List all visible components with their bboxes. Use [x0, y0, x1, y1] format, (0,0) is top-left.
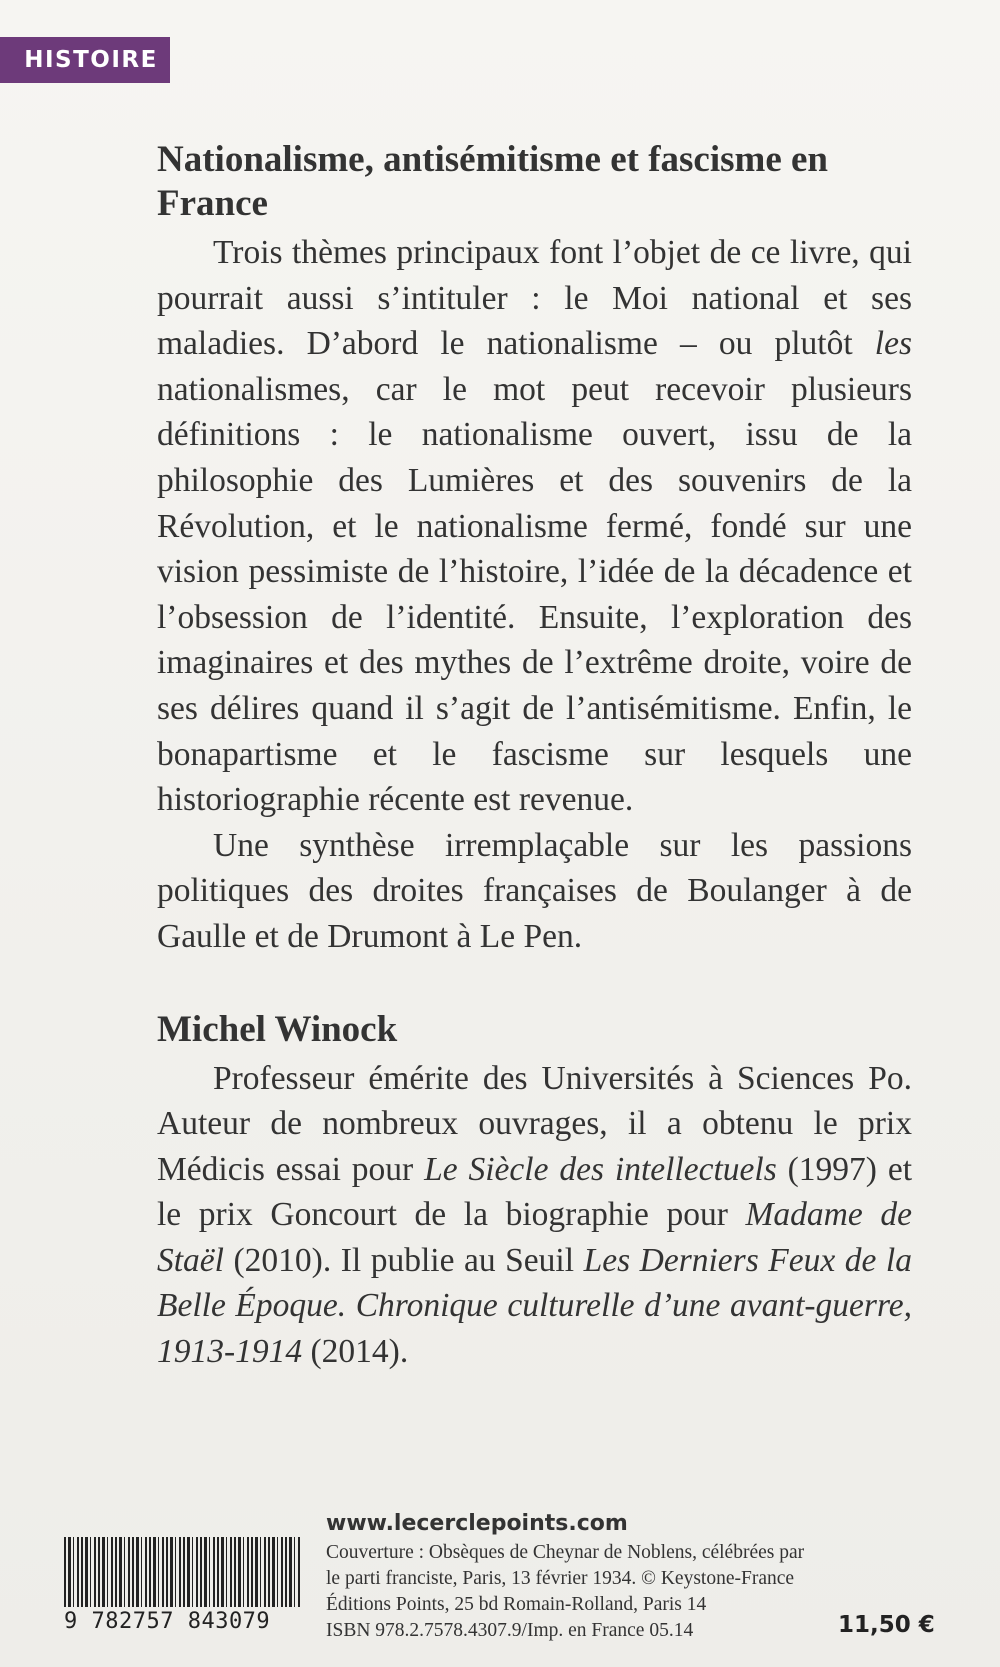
author-name: Michel Winock	[157, 1008, 398, 1050]
bio-text: (2010). Il publie au Seuil	[223, 1241, 584, 1279]
author-section	[157, 1007, 912, 1375]
credits-line: le parti franciste, Paris, 13 février 1934. © Keystone-France	[326, 1568, 795, 1589]
isbn-barcode	[64, 1537, 300, 1637]
cover-credits	[326, 1540, 886, 1644]
main-content	[157, 138, 912, 1375]
description-text: Trois thèmes principaux font l’objet de ce livre, qui pourrait aussi s’intituler : le Moi national et ses maladies. D’abord le nationalisme – ou plutôt	[157, 234, 912, 363]
bio-italic: Le Siècle des intellectuels	[424, 1150, 777, 1188]
bio-text: Professeur émérite des Universités à Sciences Po. Auteur de nombreux ouvrages, il a obtenu le prix Médicis essai pour	[157, 1059, 912, 1188]
credits-line: Couverture : Obsèques de Cheynar de Noblens, célébrées par	[326, 1542, 805, 1563]
description-paragraph-2: Une synthèse irremplaçable sur les passions politiques des droites françaises de Boulanger à de Gaulle et de Drumont à Le Pen.	[157, 826, 912, 955]
author-bio	[157, 1056, 912, 1375]
book-description	[157, 230, 912, 960]
publisher-website: www.lecerclepoints.com	[326, 1511, 628, 1536]
bio-italic: Les Derniers Feux de la Belle Époque. Chronique culturelle d’une avant-guerre, 1913-1914	[157, 1241, 912, 1371]
description-italic: les	[874, 325, 912, 363]
category-tag	[0, 37, 170, 83]
description-paragraph-1	[157, 230, 912, 823]
bio-text: (1997) et le prix Goncourt de la biographie pour	[157, 1150, 913, 1234]
bio-italic: Madame de Staël	[157, 1196, 912, 1279]
book-title: Nationalisme, antisémitisme et fascisme en France	[157, 139, 829, 224]
credits-line: ISBN 978.2.7578.4307.9/Imp. en France 05.14	[326, 1620, 694, 1641]
credits-line: Éditions Points, 25 bd Romain-Rolland, Paris 14	[326, 1594, 707, 1615]
bio-text: (2014).	[302, 1333, 409, 1371]
author-bio-paragraph	[157, 1056, 912, 1375]
category-label: HISTOIRE	[24, 47, 158, 73]
barcode-digits: 9 782757 843079	[64, 1609, 271, 1634]
description-text: nationalismes, car le mot peut recevoir plusieurs définitions : le nationalisme ouvert, issu de la philosophie des Lumières et des souvenirs de la Révolution, et le nationalisme fermé, fondé sur une vision pessimiste de l’histoire, l’idée de la décadence et l’obsession de l’identité. Ensuite, l’exploration des imaginaires et des mythes de l’extrême droite, voire de ses délires quand il s’agit de l’antisémitisme. Enfin, le bonapartisme et le fascisme sur lesquels une historiographie récente est revenue.	[157, 370, 912, 819]
barcode-bars	[64, 1537, 300, 1607]
price: 11,50 €	[838, 1612, 935, 1638]
